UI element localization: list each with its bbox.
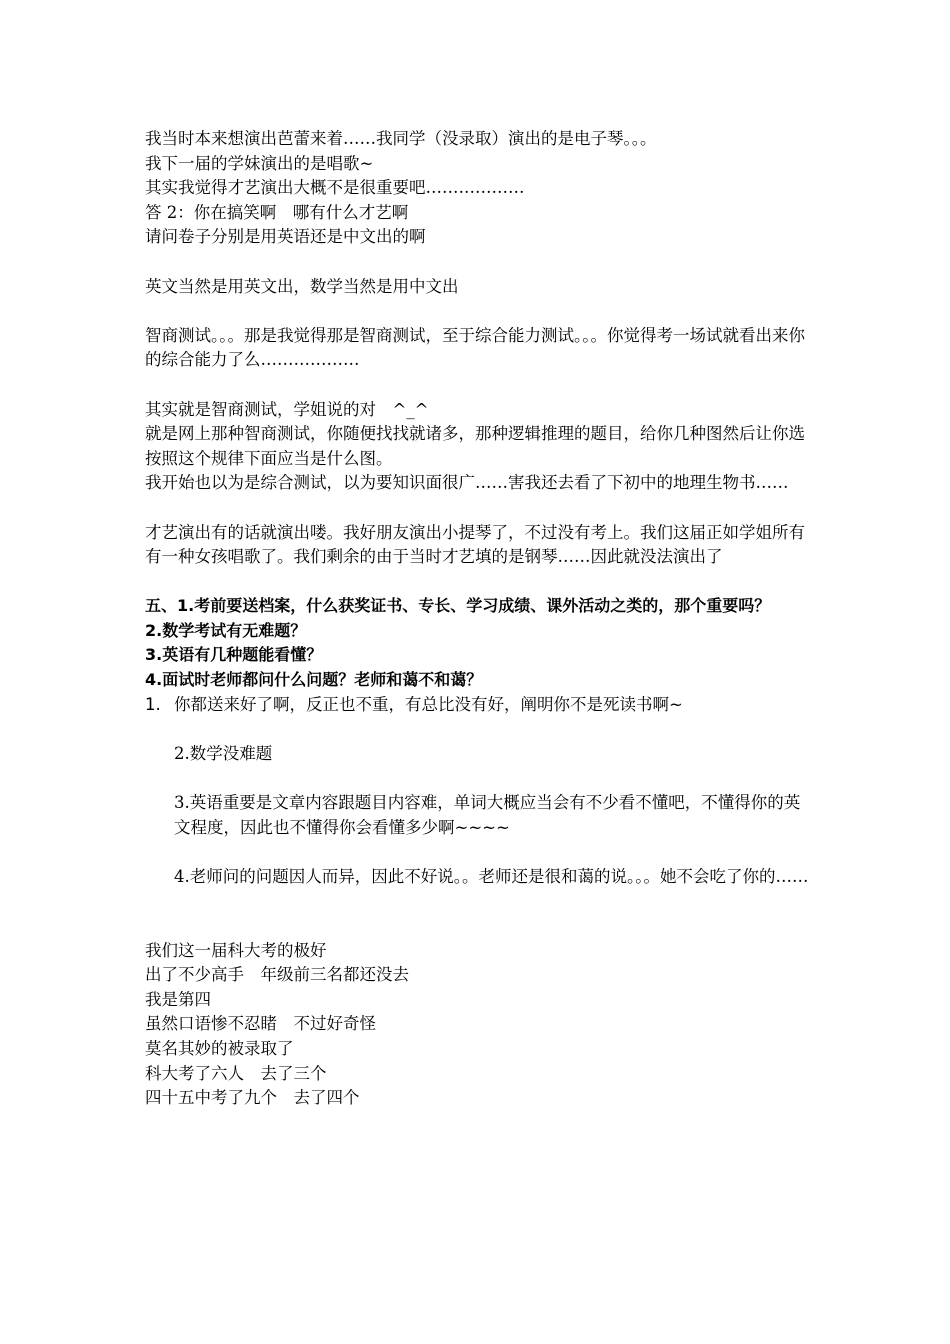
answer-1-number: 1.	[145, 694, 161, 714]
answer-4: 4.老师问的问题因人而异，因此不好说。。老师还是很和蔼的说。。。她不会吃了你的……	[174, 866, 809, 886]
text-line: 莫名其妙的被录取了	[145, 1038, 294, 1058]
text-line: 四十五中考了九个 去了四个	[145, 1088, 360, 1108]
blank-line	[145, 717, 810, 742]
blank-line	[145, 496, 810, 521]
document-body	[145, 127, 810, 1111]
text-line: 请问卷子分别是用英语还是中文出的啊	[145, 227, 426, 247]
paragraph-iq-test: 智商测试。。。那是我觉得那是智商测试，至于综合能力测试。。。你觉得考一场试就看出来你的综合能力了么………………	[145, 325, 805, 370]
blank-line	[145, 914, 810, 939]
question-4: 4.面试时老师都问什么问题？老师和蔼不和蔼？	[145, 670, 483, 690]
blank-line	[145, 299, 810, 324]
text-line: 我当时本来想演出芭蕾来着……我同学（没录取）演出的是电子琴。。。	[145, 129, 657, 148]
text-line: 科大考了六人 去了三个	[145, 1063, 327, 1083]
answer-3: 3.英语重要是文章内容跟题目内容难，单词大概应当会有不少看不懂吧，不懂得你的英文程度，因此也不懂得你会看懂多少啊~~~~	[174, 793, 801, 837]
paragraph-english: 英文当然是用英文出，数学当然是用中文出	[145, 276, 459, 296]
text-line: 我们这一届科大考的极好	[145, 940, 327, 960]
text-line: 虽然口语惨不忍睹 不过好奇怪	[145, 1014, 376, 1034]
text-line: 我下一届的学妹演出的是唱歌~	[145, 153, 374, 173]
question-3: 3.英语有几种题能看懂？	[145, 645, 323, 665]
answer-2: 2.数学没难题	[174, 743, 273, 763]
text-line: 出了不少高手 年级前三名都还没去	[145, 965, 409, 985]
question-1: 五、1.考前要送档案，什么获奖证书、专长、学习成绩、课外活动之类的，那个重要吗？	[145, 596, 771, 616]
paragraph-iq-confirm: 其实就是智商测试，学姐说的对 ^_^	[145, 399, 429, 419]
paragraph-talent: 才艺演出有的话就演出喽。我好朋友演出小提琴了，不过没有考上。我们这届正如学姐所有有一种女孩唱歌了。我们剩余的由于当时才艺填的是钢琴……因此就没法演出了	[145, 522, 805, 567]
text-line: 答 2：你在搞笑啊 哪有什么才艺啊	[145, 202, 409, 222]
blank-line	[145, 889, 810, 914]
blank-line	[145, 373, 810, 398]
question-2: 2.数学考试有无难题？	[145, 620, 307, 640]
paragraph-iq-detail: 就是网上那种智商测试，你随便找找就诸多，那种逻辑推理的题目，给你几种图然后让你选按照这个规律下面应当是什么图。	[145, 424, 805, 468]
text-line: 我是第四	[145, 989, 211, 1009]
blank-line	[145, 840, 810, 865]
paragraph-thought: 我开始也以为是综合测试，以为要知识面很广……害我还去看了下初中的地理生物书……	[145, 473, 789, 493]
blank-line	[145, 250, 810, 275]
blank-line	[145, 766, 810, 791]
answer-1-text: 你都送来好了啊，反正也不重，有总比没有好，阐明你不是死读书啊~	[174, 694, 683, 714]
answer-1	[145, 693, 810, 718]
blank-line	[145, 570, 810, 595]
text-line: 其实我觉得才艺演出大概不是很重要吧………………	[145, 178, 525, 198]
